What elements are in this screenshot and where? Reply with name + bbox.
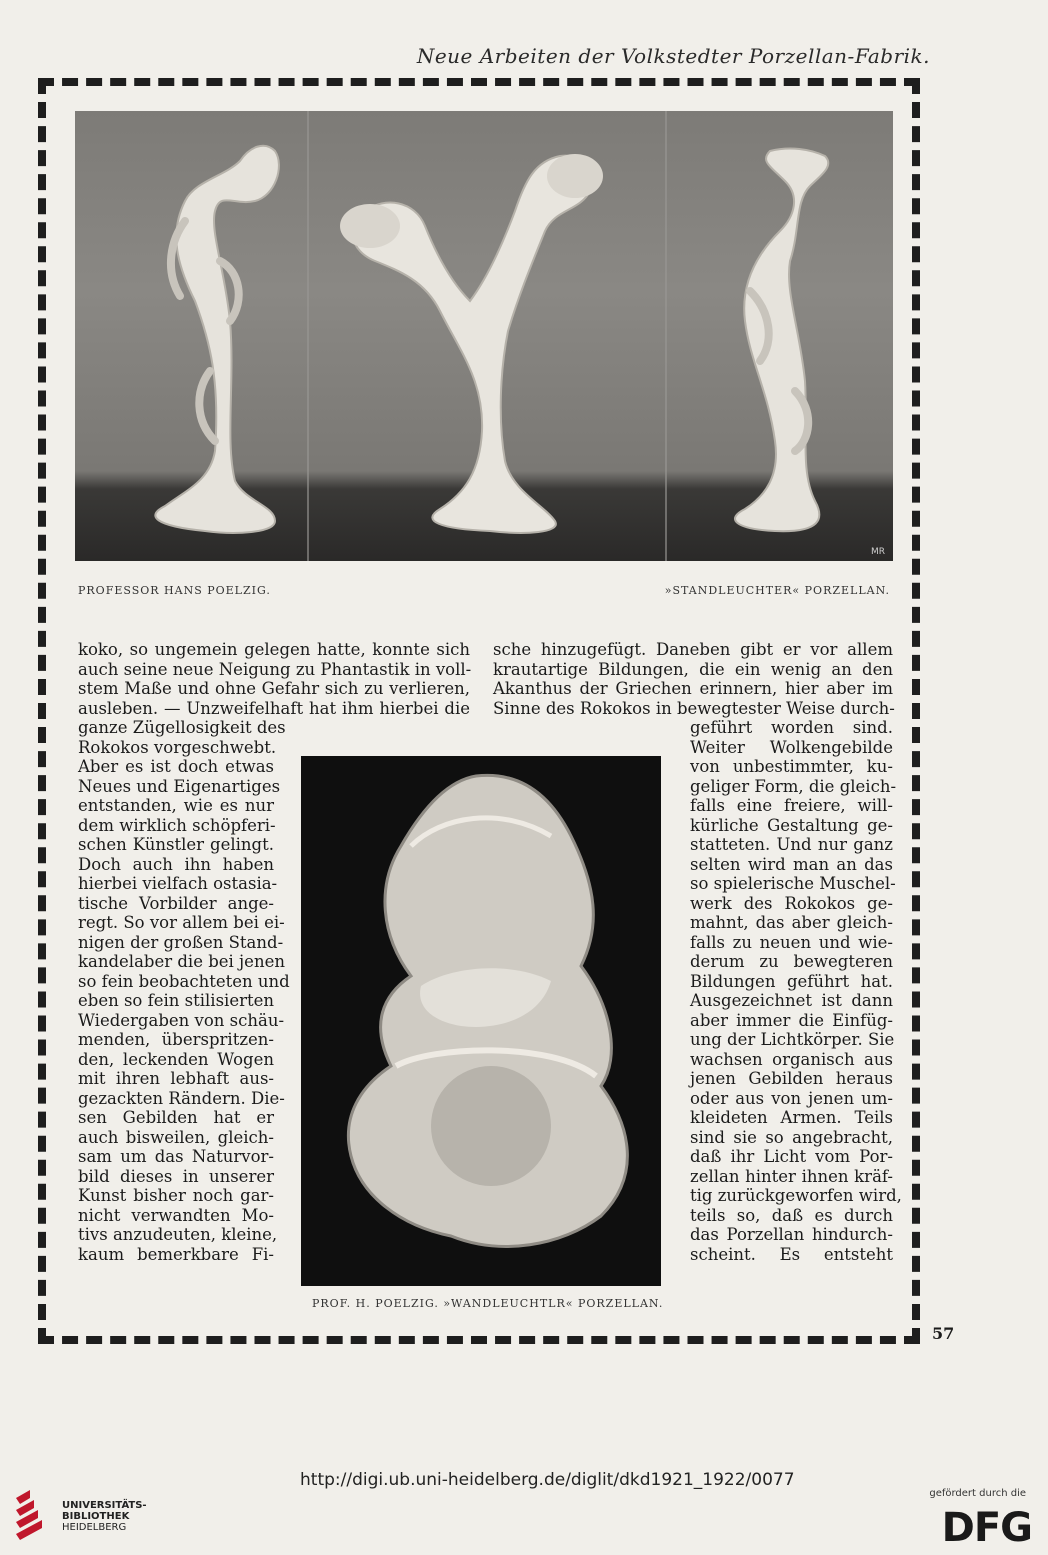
text-line: Wiedergaben von schäu- bbox=[78, 1010, 285, 1030]
digital-collection-url[interactable]: http://digi.ub.uni-heidelberg.de/diglit/dkd1921_1922/0077 bbox=[300, 1470, 795, 1490]
photo-panel-divider bbox=[665, 111, 667, 561]
text-line: kürliche Gestaltung ge- bbox=[690, 815, 893, 835]
wall-sconce-image bbox=[301, 756, 661, 1286]
text-line: stem Maße und ohne Gefahr sich zu verlieren, bbox=[78, 679, 470, 698]
text-line: sen Gebilden hat er bbox=[78, 1108, 274, 1127]
text-line: schen Künstler gelingt. bbox=[78, 835, 274, 854]
text-line: mit ihren lebhaft aus- bbox=[78, 1069, 274, 1088]
text-line: wachsen organisch aus bbox=[690, 1049, 893, 1069]
text-line: falls zu neuen und wie- bbox=[690, 932, 893, 952]
wandleuchter-photograph bbox=[301, 756, 661, 1286]
university-library-logo-icon bbox=[12, 1488, 52, 1540]
page-number: 57 bbox=[932, 1324, 955, 1343]
text-line: geliger Form, die gleich- bbox=[690, 776, 897, 796]
text-line: zellan hinter ihnen kräf- bbox=[690, 1166, 893, 1186]
text-line: werk des Rokokos ge- bbox=[690, 893, 893, 913]
text-column-left bbox=[78, 718, 290, 1264]
text-line: so spielerische Muschel- bbox=[690, 874, 896, 893]
top-figure-caption-left: PROFESSOR HANS POELZIG. bbox=[78, 584, 271, 597]
text-line: teils so, daß es durch bbox=[690, 1205, 893, 1225]
text-line: selten wird man an das bbox=[690, 854, 893, 874]
text-line: so fein beobachteten und bbox=[78, 971, 290, 991]
text-line: aber immer die Einfüg- bbox=[690, 1010, 893, 1030]
text-column-right bbox=[690, 718, 902, 1264]
text-line: Weiter Wolkengebilde bbox=[690, 737, 893, 757]
text-line: Kunst bisher noch gar- bbox=[78, 1186, 274, 1205]
candlestick-right-image bbox=[690, 141, 870, 541]
text-line: scheint. Es entsteht bbox=[690, 1244, 893, 1264]
text-line: oder aus von jenen um- bbox=[690, 1088, 893, 1108]
text-line: Aber es ist doch etwas bbox=[78, 757, 274, 776]
university-library-name bbox=[62, 1500, 147, 1533]
photographer-monogram: MR bbox=[870, 547, 885, 557]
text-line: Doch auch ihn haben bbox=[78, 854, 274, 874]
text-column-top-left bbox=[78, 640, 470, 718]
text-line: mahnt, das aber gleich- bbox=[690, 913, 893, 932]
text-line: bild dieses in unserer bbox=[78, 1166, 274, 1186]
library-line: BIBLIOTHEK bbox=[62, 1511, 130, 1522]
text-line: das Porzellan hindurch- bbox=[690, 1225, 893, 1244]
top-figure-caption-right: »STANDLEUCHTER« PORZELLAN. bbox=[664, 584, 890, 597]
text-line: statteten. Und nur ganz bbox=[690, 835, 893, 854]
middle-figure-caption: PROF. H. POELZIG. »WANDLEUCHTLR« PORZELLAN. bbox=[312, 1297, 664, 1310]
photo-panel-divider bbox=[307, 111, 309, 561]
candlestick-left-image bbox=[115, 121, 295, 541]
text-line: Neues und Eigenartiges bbox=[78, 776, 281, 796]
dfg-logo: DFG bbox=[941, 1505, 1032, 1551]
text-line: sche hinzugefügt. Daneben gibt er vor allem bbox=[493, 640, 893, 659]
text-line: krautartige Bildungen, die ein wenig an den bbox=[493, 659, 893, 679]
text-line: sam um das Naturvor- bbox=[78, 1147, 274, 1166]
candlestick-middle-image bbox=[330, 131, 650, 541]
text-line: kleideten Armen. Teils bbox=[690, 1108, 893, 1127]
text-line: entstanden, wie es nur bbox=[78, 796, 274, 815]
text-line: Rokokos vorgeschwebt. bbox=[78, 737, 277, 757]
text-line: tivs anzudeuten, kleine, bbox=[78, 1225, 278, 1244]
text-column-top-right bbox=[493, 640, 893, 718]
text-line: eben so fein stilisierten bbox=[78, 991, 274, 1010]
text-line: dem wirklich schöpferi- bbox=[78, 815, 276, 835]
text-line: daß ihr Licht vom Por- bbox=[690, 1147, 893, 1166]
text-line: nicht verwandten Mo- bbox=[78, 1205, 274, 1225]
text-line: kandelaber die bei jenen bbox=[78, 952, 285, 971]
text-line: Akanthus der Griechen erinnern, hier aber im bbox=[493, 679, 893, 698]
running-title: Neue Arbeiten der Volkstedter Porzellan-Fabrik. bbox=[416, 44, 930, 68]
text-line: tig zurückgeworfen wird, bbox=[690, 1186, 902, 1205]
text-line: koko, so ungemein gelegen hatte, konnte sich bbox=[78, 640, 470, 659]
text-line: geführt worden sind. bbox=[690, 718, 893, 737]
text-line: jenen Gebilden heraus bbox=[690, 1069, 893, 1088]
standleuchter-photograph bbox=[75, 111, 893, 561]
text-line: falls eine freiere, will- bbox=[690, 796, 893, 815]
text-line: von unbestimmter, ku- bbox=[690, 757, 893, 776]
text-line: menden, überspritzen- bbox=[78, 1030, 274, 1049]
text-line: Bildungen geführt hat. bbox=[690, 971, 893, 991]
text-line: Sinne des Rokokos in bewegtester Weise durch- bbox=[493, 698, 895, 718]
text-line: Ausgezeichnet ist dann bbox=[690, 991, 893, 1010]
text-line: den, leckenden Wogen bbox=[78, 1049, 274, 1069]
text-line: sind sie so angebracht, bbox=[690, 1127, 893, 1147]
text-line: nigen der großen Stand- bbox=[78, 932, 284, 952]
text-line: gezackten Rändern. Die- bbox=[78, 1088, 285, 1108]
text-line: kaum bemerkbare Fi- bbox=[78, 1244, 274, 1264]
text-line: derum zu bewegteren bbox=[690, 952, 893, 971]
text-line: hierbei vielfach ostasia- bbox=[78, 874, 278, 893]
text-line: ganze Zügellosigkeit des bbox=[78, 718, 286, 737]
library-line: HEIDELBERG bbox=[62, 1522, 127, 1533]
text-line: tische Vorbilder ange- bbox=[78, 893, 274, 913]
library-line: UNIVERSITÄTS- bbox=[62, 1500, 147, 1511]
text-line: ausleben. — Unzweifelhaft hat ihm hierbei die bbox=[78, 698, 470, 718]
text-line: auch seine neue Neigung zu Phantastik in voll- bbox=[78, 659, 472, 679]
text-line: auch bisweilen, gleich- bbox=[78, 1127, 274, 1147]
text-line: regt. So vor allem bei ei- bbox=[78, 913, 285, 932]
funder-statement: gefördert durch die bbox=[929, 1488, 1026, 1499]
text-line: ung der Lichtkörper. Sie bbox=[690, 1030, 895, 1049]
